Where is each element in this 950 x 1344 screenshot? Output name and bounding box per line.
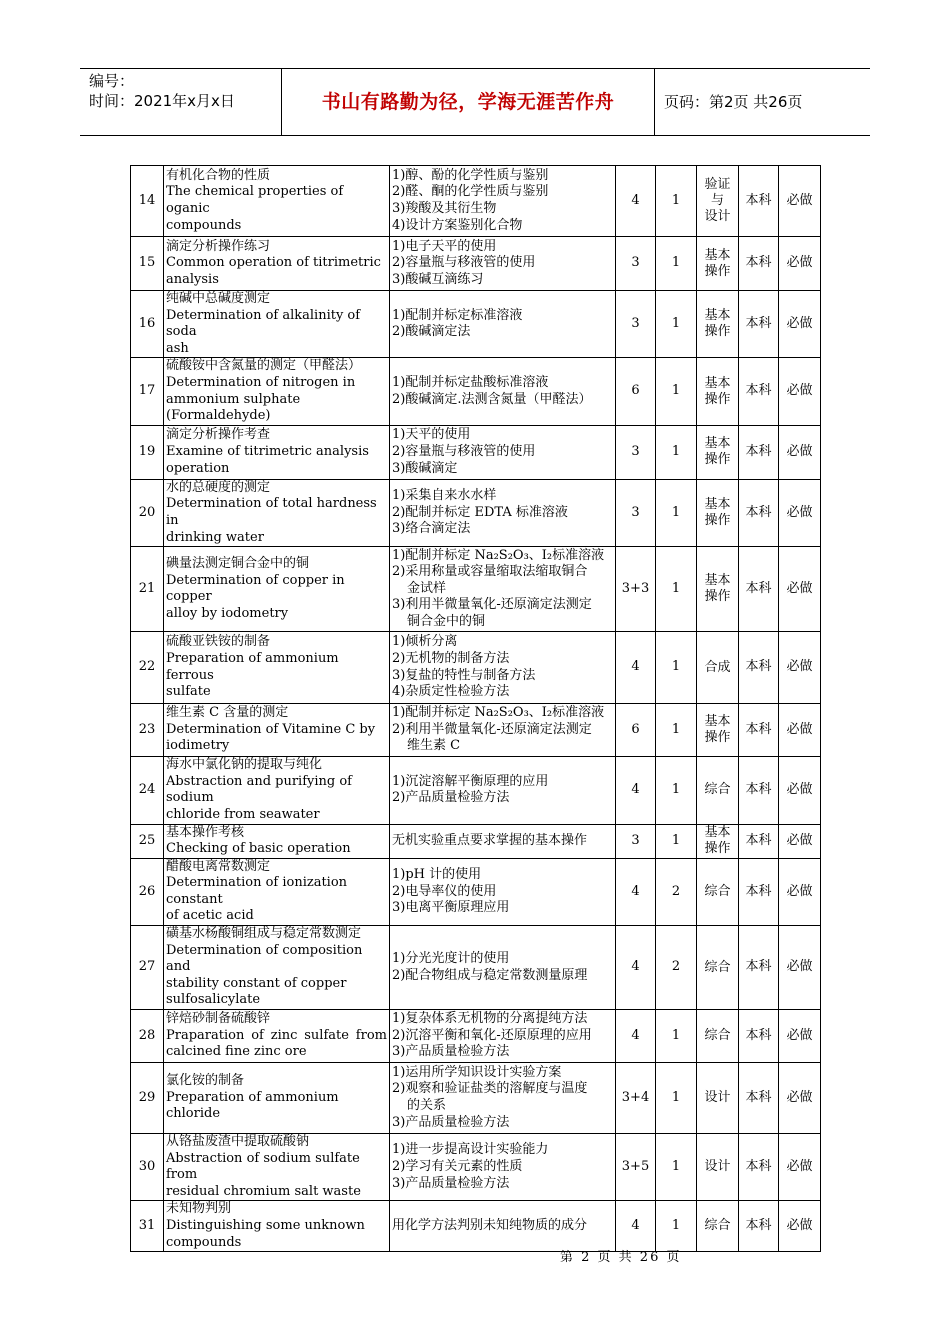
content-line: 3)复盐的特性与制备方法: [392, 667, 536, 683]
class-hours: 3+3: [616, 547, 656, 632]
experiment-content: [390, 1063, 616, 1134]
name-line: 维生素 C 含量的测定: [166, 705, 289, 721]
type-line: 基本: [704, 247, 731, 263]
row-number: 31: [131, 1201, 164, 1252]
content-line: 2)沉溶平衡和氧化-还原原理的应用: [392, 1027, 592, 1043]
experiment-name: [164, 858, 390, 925]
content-line: 1)配制并标定盐酸标准溶液: [392, 374, 549, 390]
requirement: 必做: [779, 291, 821, 358]
name-line: 未知物判别: [166, 1201, 232, 1217]
row-number: 25: [131, 824, 164, 858]
experiment-type: [697, 1063, 739, 1134]
group-size: 1: [656, 237, 697, 291]
content-line: 2)配制并标定 EDTA 标准溶液: [392, 504, 568, 520]
content-line: 4)设计方案鉴别化合物: [392, 217, 523, 233]
group-size: 1: [656, 166, 697, 237]
row-number: 19: [131, 425, 164, 479]
experiment-content: [390, 858, 616, 925]
name-line: Determination of Vitamine C by: [166, 721, 376, 737]
page-footer: 第 2 页 共 26 页: [560, 1250, 682, 1265]
content-line: 1)天平的使用: [392, 427, 471, 443]
table-row: [131, 757, 821, 824]
type-line: 操作: [704, 452, 731, 468]
class-hours: 6: [616, 704, 656, 757]
class-hours: 3+5: [616, 1134, 656, 1201]
type-line: 验证: [704, 177, 731, 192]
experiment-type: [697, 632, 739, 704]
row-number: 16: [131, 291, 164, 358]
name-line: calcined fine zinc ore: [166, 1044, 307, 1060]
requirement: 必做: [779, 632, 821, 704]
group-size: 1: [656, 1134, 697, 1201]
experiment-content: [390, 632, 616, 704]
group-size: 1: [656, 1063, 697, 1134]
class-hours: 4: [616, 858, 656, 925]
student-level: 本科: [739, 1063, 779, 1134]
student-level: 本科: [739, 479, 779, 546]
experiment-content: [390, 1010, 616, 1063]
experiment-type: [697, 1201, 739, 1252]
time-label: 时间：2021年x月x日: [89, 92, 235, 110]
type-line: 综合: [704, 959, 731, 975]
name-line: Determination of alkalinity of soda: [166, 307, 361, 340]
student-level: 本科: [739, 704, 779, 757]
name-line: ash: [166, 340, 189, 356]
experiment-table-body: [131, 166, 821, 1252]
experiment-content: [390, 547, 616, 632]
type-line: 综合: [704, 1028, 731, 1044]
student-level: 本科: [739, 632, 779, 704]
group-size: 2: [656, 926, 697, 1010]
requirement: 必做: [779, 237, 821, 291]
row-number: 21: [131, 547, 164, 632]
class-hours: 4: [616, 926, 656, 1010]
name-line: alloy by iodometry: [166, 605, 289, 621]
experiment-type: [697, 1134, 739, 1201]
class-hours: 3+4: [616, 1063, 656, 1134]
content-line: 3)产品质量检验方法: [392, 1114, 510, 1130]
table-row: [131, 926, 821, 1010]
student-level: 本科: [739, 1201, 779, 1252]
name-line: sulfate: [166, 684, 211, 700]
name-line: compounds: [166, 217, 242, 233]
type-line: 操作: [704, 391, 731, 407]
requirement: 必做: [779, 166, 821, 237]
experiment-name: [164, 632, 390, 704]
class-hours: 4: [616, 1010, 656, 1063]
row-number: 17: [131, 358, 164, 425]
type-line: 操作: [704, 730, 731, 746]
experiment-type: [697, 1010, 739, 1063]
class-hours: 3: [616, 425, 656, 479]
student-level: 本科: [739, 358, 779, 425]
name-line: 从铬盐废渣中提取硫酸钠: [166, 1134, 310, 1150]
type-line: 基本: [704, 714, 731, 730]
experiment-content: [390, 757, 616, 824]
content-line: 2)电导率仪的使用: [392, 883, 497, 899]
row-number: 14: [131, 166, 164, 237]
name-line: operation: [166, 460, 230, 476]
requirement: 必做: [779, 1134, 821, 1201]
table-row: [131, 291, 821, 358]
name-line: iodimetry: [166, 738, 230, 754]
table-row: [131, 704, 821, 757]
experiment-type: [697, 757, 739, 824]
content-line: 2)醛、酮的化学性质与鉴别: [392, 184, 549, 200]
experiment-content: [390, 291, 616, 358]
content-line: 1)醇、酚的化学性质与鉴别: [392, 167, 549, 183]
table-row: [131, 547, 821, 632]
class-hours: 4: [616, 632, 656, 704]
content-line: 3)酸碱滴定: [392, 460, 458, 476]
content-line: 3)产品质量检验方法: [392, 1044, 510, 1060]
name-line: 磺基水杨酸铜组成与稳定常数测定: [166, 926, 362, 942]
content-line: 用化学方法判别未知纯物质的成分: [392, 1218, 588, 1233]
name-line: 有机化合物的性质: [166, 167, 271, 183]
row-number: 30: [131, 1134, 164, 1201]
serial-label: 编号：: [89, 72, 135, 90]
header-page-label: 页码：第2页 共26页: [664, 93, 803, 111]
type-line: 基本: [704, 375, 731, 391]
name-line: Determination of composition and: [166, 942, 363, 975]
experiment-name: [164, 479, 390, 546]
type-line: 基本: [704, 496, 731, 512]
name-line: 滴定分析操作练习: [166, 238, 271, 254]
content-line: 3)络合滴定法: [392, 521, 471, 537]
name-line: Determination of total hardness in: [166, 496, 377, 528]
requirement: 必做: [779, 425, 821, 479]
type-line: 操作: [704, 589, 731, 605]
experiment-type: [697, 547, 739, 632]
name-line: Distinguishing some unknown: [166, 1218, 365, 1233]
name-line: 氯化铵的制备: [166, 1073, 245, 1089]
experiment-name: [164, 291, 390, 358]
experiment-name: [164, 425, 390, 479]
name-line: stability constant of copper: [166, 975, 347, 991]
name-line: The chemical properties of oganic: [166, 184, 344, 216]
experiment-type: [697, 926, 739, 1010]
experiment-content: [390, 824, 616, 858]
name-line: residual chromium salt waste: [166, 1183, 361, 1199]
row-number: 26: [131, 858, 164, 925]
experiment-content: [390, 166, 616, 237]
type-line: 设计: [704, 209, 731, 224]
experiment-content: [390, 479, 616, 546]
type-line: 操作: [704, 324, 731, 340]
group-size: 1: [656, 1201, 697, 1252]
content-line: 1)电子天平的使用: [392, 238, 497, 254]
experiment-type: [697, 166, 739, 237]
experiment-name: [164, 757, 390, 824]
group-size: 1: [656, 358, 697, 425]
name-line: 锌焙砂制备硫酸锌: [166, 1011, 271, 1027]
name-line: Praparation of zinc sulfate from: [166, 1027, 387, 1043]
type-line: 基本: [704, 825, 731, 841]
content-line: 2)无机物的制备方法: [392, 651, 510, 667]
content-line: 2)酸碱滴定法: [392, 324, 471, 340]
row-number: 23: [131, 704, 164, 757]
content-line: 2)采用称量或容量缩取法缩取铜合: [392, 564, 588, 580]
requirement: 必做: [779, 1010, 821, 1063]
experiment-name: [164, 1201, 390, 1252]
experiment-content: [390, 1201, 616, 1252]
group-size: 1: [656, 479, 697, 546]
class-hours: 4: [616, 1201, 656, 1252]
name-line: Checking of basic operation: [166, 841, 351, 857]
type-line: 基本: [704, 573, 731, 589]
name-line: sulfosalicylate: [166, 992, 261, 1008]
content-line: 2)观察和验证盐类的溶解度与温度: [392, 1081, 588, 1097]
name-line: 硫酸铵中含氮量的测定（甲醛法）: [166, 358, 362, 374]
experiment-type: [697, 291, 739, 358]
requirement: 必做: [779, 1201, 821, 1252]
experiment-type: [697, 858, 739, 925]
student-level: 本科: [739, 1010, 779, 1063]
table-row: [131, 1201, 821, 1252]
name-line: Determination of nitrogen in: [166, 374, 356, 390]
type-line: 基本: [704, 436, 731, 452]
content-line: 维生素 C: [407, 738, 461, 754]
row-number: 28: [131, 1010, 164, 1063]
content-line: 3)电离平衡原理应用: [392, 900, 510, 916]
name-line: Determination of ionization constant: [166, 875, 348, 907]
content-line: 2)容量瓶与移液管的使用: [392, 255, 536, 271]
name-line: Common operation of titrimetric: [166, 255, 381, 271]
content-line: 铜合金中的铜: [407, 614, 486, 630]
name-line: compounds: [166, 1234, 242, 1250]
table-row: [131, 425, 821, 479]
content-line: 2)配合物组成与稳定常数测量原理: [392, 967, 588, 983]
type-line: 综合: [704, 883, 731, 899]
student-level: 本科: [739, 547, 779, 632]
student-level: 本科: [739, 757, 779, 824]
name-line: analysis: [166, 271, 219, 287]
content-line: 2)利用半微量氧化-还原滴定法测定: [392, 721, 592, 737]
group-size: 1: [656, 291, 697, 358]
content-line: 2)产品质量检验方法: [392, 790, 510, 806]
content-line: 2)酸碱滴定.法测含氮量（甲醛法）: [392, 391, 592, 407]
experiment-type: [697, 425, 739, 479]
type-line: 设计: [704, 1159, 731, 1175]
content-line: 金试样: [407, 580, 447, 596]
type-line: 与: [710, 193, 724, 208]
experiment-content: [390, 704, 616, 757]
experiment-name: [164, 547, 390, 632]
content-line: 1)采集自来水水样: [392, 488, 497, 504]
content-line: 1)配制并标定 Na₂S₂O₃、I₂标准溶液: [392, 705, 605, 721]
experiment-name: [164, 824, 390, 858]
experiment-content: [390, 926, 616, 1010]
row-number: 24: [131, 757, 164, 824]
experiment-name: [164, 704, 390, 757]
table-row: [131, 632, 821, 704]
requirement: 必做: [779, 858, 821, 925]
content-line: 3)利用半微量氧化-还原滴定法测定: [392, 597, 592, 613]
student-level: 本科: [739, 425, 779, 479]
name-line: drinking water: [166, 529, 264, 545]
student-level: 本科: [739, 237, 779, 291]
name-line: ammonium sulphate (Formaldehyde): [166, 391, 301, 424]
type-line: 设计: [704, 1090, 731, 1106]
experiment-type: [697, 237, 739, 291]
experiment-table: [130, 165, 821, 1252]
experiment-name: [164, 237, 390, 291]
content-line: 1)分光光度计的使用: [392, 950, 510, 966]
content-line: 2)容量瓶与移液管的使用: [392, 443, 536, 459]
group-size: 2: [656, 858, 697, 925]
content-line: 1)配制并标定 Na₂S₂O₃、I₂标准溶液: [392, 547, 605, 563]
requirement: 必做: [779, 1063, 821, 1134]
type-line: 操作: [704, 512, 731, 528]
class-hours: 3: [616, 479, 656, 546]
experiment-name: [164, 1010, 390, 1063]
class-hours: 3: [616, 237, 656, 291]
student-level: 本科: [739, 1134, 779, 1201]
name-line: 海水中氯化钠的提取与纯化: [166, 757, 323, 773]
type-line: 基本: [704, 308, 731, 324]
experiment-name: [164, 1063, 390, 1134]
type-line: 操作: [704, 263, 731, 279]
name-line: of acetic acid: [166, 908, 254, 924]
experiment-type: [697, 704, 739, 757]
group-size: 1: [656, 1010, 697, 1063]
group-size: 1: [656, 824, 697, 858]
content-line: 的关系: [407, 1098, 447, 1114]
table-row: [131, 1063, 821, 1134]
class-hours: 4: [616, 757, 656, 824]
experiment-content: [390, 358, 616, 425]
requirement: 必做: [779, 926, 821, 1010]
requirement: 必做: [779, 358, 821, 425]
experiment-name: [164, 926, 390, 1010]
student-level: 本科: [739, 926, 779, 1010]
header-meta: [80, 69, 282, 135]
requirement: 必做: [779, 479, 821, 546]
table-row: [131, 858, 821, 925]
requirement: 必做: [779, 704, 821, 757]
experiment-type: [697, 479, 739, 546]
student-level: 本科: [739, 166, 779, 237]
content-line: 1)进一步提高设计实验能力: [392, 1142, 549, 1158]
row-number: 20: [131, 479, 164, 546]
content-line: 4)杂质定性检验方法: [392, 684, 510, 700]
row-number: 22: [131, 632, 164, 704]
name-line: 滴定分析操作考查: [166, 427, 271, 443]
row-number: 15: [131, 237, 164, 291]
content-line: 3)酸碱互滴练习: [392, 271, 484, 287]
table-row: [131, 1010, 821, 1063]
type-line: 合成: [704, 659, 731, 675]
student-level: 本科: [739, 858, 779, 925]
name-line: 醋酸电离常数测定: [166, 858, 271, 874]
content-line: 1)倾析分离: [392, 634, 458, 650]
name-line: 基本操作考核: [166, 824, 245, 840]
experiment-type: [697, 824, 739, 858]
group-size: 1: [656, 547, 697, 632]
group-size: 1: [656, 757, 697, 824]
content-line: 1)pH 计的使用: [392, 866, 482, 882]
content-line: 1)沉淀溶解平衡原理的应用: [392, 773, 549, 789]
content-line: 2)学习有关元素的性质: [392, 1158, 523, 1174]
type-line: 综合: [704, 782, 731, 798]
content-line: 1)运用所学知识设计实验方案: [392, 1064, 562, 1080]
group-size: 1: [656, 632, 697, 704]
table-row: [131, 824, 821, 858]
experiment-type: [697, 358, 739, 425]
student-level: 本科: [739, 824, 779, 858]
content-line: 1)配制并标定标准溶液: [392, 307, 523, 323]
table-row: [131, 479, 821, 546]
experiment-content: [390, 425, 616, 479]
name-line: Abstraction of sodium sulfate from: [166, 1150, 360, 1183]
class-hours: 3: [616, 291, 656, 358]
requirement: 必做: [779, 824, 821, 858]
table-row: [131, 358, 821, 425]
experiment-name: [164, 166, 390, 237]
content-line: 无机实验重点要求掌握的基本操作: [392, 832, 588, 848]
name-line: 硫酸亚铁铵的制备: [166, 634, 271, 650]
row-number: 29: [131, 1063, 164, 1134]
group-size: 1: [656, 704, 697, 757]
name-line: Abstraction and purifying of sodium: [166, 773, 352, 806]
content-line: 3)产品质量检验方法: [392, 1175, 510, 1191]
table-row: [131, 166, 821, 237]
student-level: 本科: [739, 291, 779, 358]
content-line: 3)羧酸及其衍生物: [392, 201, 497, 216]
experiment-name: [164, 358, 390, 425]
experiment-content: [390, 237, 616, 291]
requirement: 必做: [779, 757, 821, 824]
table-row: [131, 237, 821, 291]
name-line: Determination of copper in copper: [166, 572, 345, 605]
experiment-content: [390, 1134, 616, 1201]
name-line: 水的总硬度的测定: [166, 479, 271, 495]
requirement: 必做: [779, 547, 821, 632]
name-line: Preparation of ammonium chloride: [166, 1089, 339, 1122]
type-line: 综合: [704, 1218, 731, 1234]
class-hours: 6: [616, 358, 656, 425]
name-line: 碘量法测定铜合金中的铜: [166, 555, 310, 571]
name-line: Examine of titrimetric analysis: [166, 443, 369, 459]
row-number: 27: [131, 926, 164, 1010]
name-line: chloride from seawater: [166, 806, 320, 822]
name-line: Preparation of ammonium ferrous: [166, 651, 339, 683]
table-row: [131, 1134, 821, 1201]
class-hours: 3: [616, 824, 656, 858]
type-line: 操作: [704, 841, 731, 857]
name-line: 纯碱中总碱度测定: [166, 291, 271, 306]
experiment-name: [164, 1134, 390, 1201]
class-hours: 4: [616, 166, 656, 237]
header-motto: 书山有路勤为径，学海无涯苦作舟: [282, 69, 655, 135]
page-header: [80, 68, 870, 136]
group-size: 1: [656, 425, 697, 479]
content-line: 1)复杂体系无机物的分离提纯方法: [392, 1011, 588, 1027]
